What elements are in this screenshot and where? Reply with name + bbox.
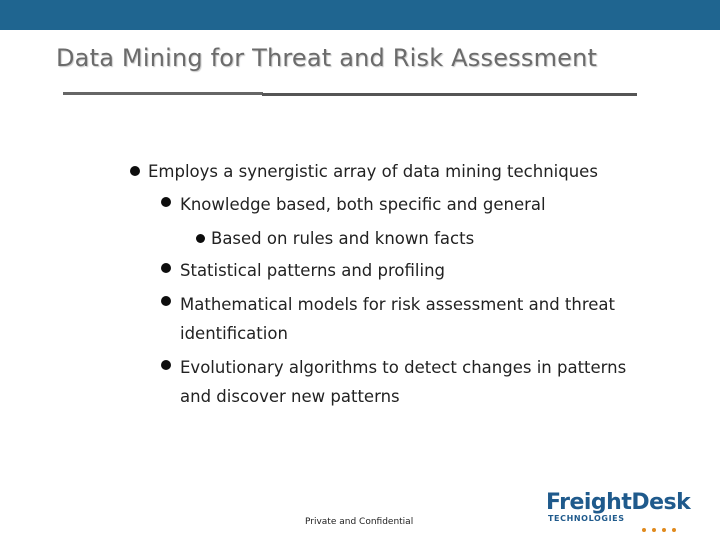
- logo-word-freight: Freight: [546, 490, 632, 515]
- bullet-dot-icon: [161, 360, 171, 370]
- title-underline-left: [63, 92, 263, 95]
- bullet-level2: Statistical patterns and profiling: [180, 261, 446, 280]
- logo-tagline: TECHNOLOGIES: [548, 514, 625, 523]
- footer-text: Private and Confidential: [305, 517, 414, 527]
- bullet-level2: Evolutionary algorithms to detect changes in patterns: [180, 358, 627, 377]
- bullet-dot-icon: [161, 263, 171, 273]
- title-underline-right: [262, 93, 637, 96]
- bullet-dot-icon: [161, 197, 171, 207]
- bullet-level2-continuation: identification: [180, 324, 288, 343]
- bullet-dot-icon: [130, 166, 140, 176]
- company-logo: [546, 490, 696, 526]
- bullet-level2: Mathematical models for risk assessment and threat: [180, 295, 616, 314]
- bullet-level2: Knowledge based, both specific and general: [180, 195, 546, 214]
- logo-wordmark: [546, 490, 690, 516]
- slide-title: Data Mining for Threat and Risk Assessment: [56, 44, 598, 72]
- bullet-level1: Employs a synergistic array of data mining techniques: [148, 162, 598, 181]
- bullet-level2-continuation: and discover new patterns: [180, 387, 400, 406]
- logo-word-desk: Desk: [631, 490, 691, 515]
- bullet-level3: Based on rules and known facts: [211, 229, 475, 248]
- bullet-dot-icon: [196, 234, 205, 243]
- bullet-dot-icon: [161, 296, 171, 306]
- header-bar: [0, 0, 720, 30]
- logo-dots-icon: [642, 517, 682, 536]
